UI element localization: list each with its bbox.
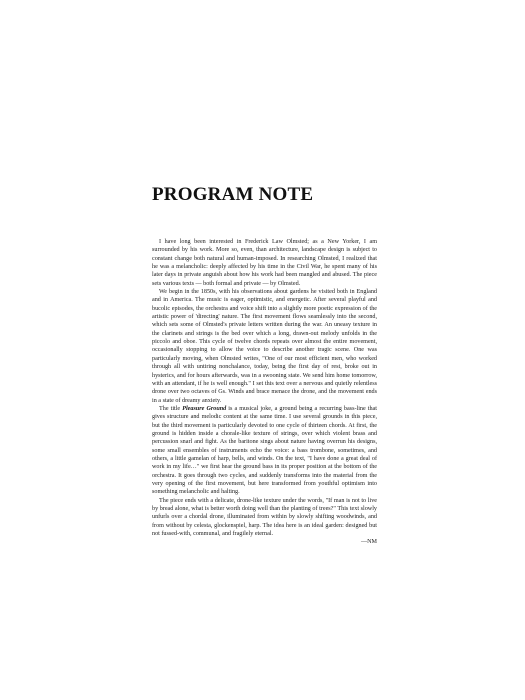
paragraph-4 bbox=[152, 497, 377, 539]
italic-title-text: Pleasure Ground bbox=[182, 405, 227, 412]
paragraph-text: I have long been interested in Frederick Law Olmsted; as a New Yorker, I am surrounded by his work. More so, even, than architecture, landscape design is subject to constant change both natural and human-imposed. In researching Olmsted, I realized that he was a melancholic: deeply affected by his time in the Civil War, he spent many of his later days in private anguish about how his work had been mangled and abused. The piece sets various texts — both formal and private — by Olmsted. bbox=[152, 239, 377, 287]
paragraph-1 bbox=[152, 238, 377, 288]
page-title: PROGRAM NOTE bbox=[152, 184, 314, 205]
paragraph-2 bbox=[152, 288, 377, 405]
paragraph-text: We begin in the 1850s, with his observations about gardens he visited both in England and in America. The music is eager, optimistic, and energetic. After several playful and bucolic episodes, the orchestra and voice shift into a slightly more poetic expression of the artistic power of 'directing' nature. The first movement flows seamlessly into the second, which sets some of Olmsted's private letters written during the war. An uneasy texture in the clarinets and strings is the bed over which a long, drawn-out melody unfolds in the piccolo and oboe. This cycle of twelve chords repeats over almost the entire movement, occasionally stopping to allow the voice to describe another tragic scene. One was particularly moving, when Olmsted writes, "One of our most efficient men, who worked through all with untiring nonchalance, today, being the first day of rest, broke out in hysterics, and for hours afterwards, was in a swooning state. We send him home tomorrow, with an attendant, if he is well enough." I set this text over a nervous and quietly relentless drone over two octaves of Gs. Winds and brace menace the drone, and the movement ends in a state of dreamy anxiety. bbox=[152, 289, 377, 404]
paragraph-text: The title bbox=[159, 405, 183, 412]
paragraph-3 bbox=[152, 405, 377, 497]
program-note-body bbox=[152, 238, 377, 547]
paragraph-text: is a musical joke, a ground being a recurring bass-line that gives structure and melodic content at the same time. I use several grounds in this piece, but the third movement is particularly devoted to one cycle of thirteen chords. At first, the ground is hidden inside a chorale-like texture of strings, over which violent brass and percussion snarl and fight. As the baritone sings about nature having overrun his designs, some small ensembles of instruments echo the voice: a bass trombone, sometimes, and others, a little gamelan of harp, bells, and winds. On the text, "I have done a great deal of work in my life…" we first hear the ground bass in its proper position at the bottom of the orchestra. It goes through two cycles, and suddenly transforms into the material from the very opening of the first movement, but here transformed from youthful optimism into something melancholic and halting. bbox=[152, 405, 377, 496]
author-signature: —NM bbox=[360, 539, 377, 546]
paragraph-text: The piece ends with a delicate, drone-like texture under the words, "If man is not to live by bread alone, what is better worth doing well than the planting of trees?" This text slowly unfurls over a chordal drone, illuminated from within by slowly shifting woodwinds, and from without by celesta, glockenspiel, harp. The idea here is an ideal garden: designed but not fussed-with, communal, and fragilely eternal. bbox=[152, 497, 377, 538]
